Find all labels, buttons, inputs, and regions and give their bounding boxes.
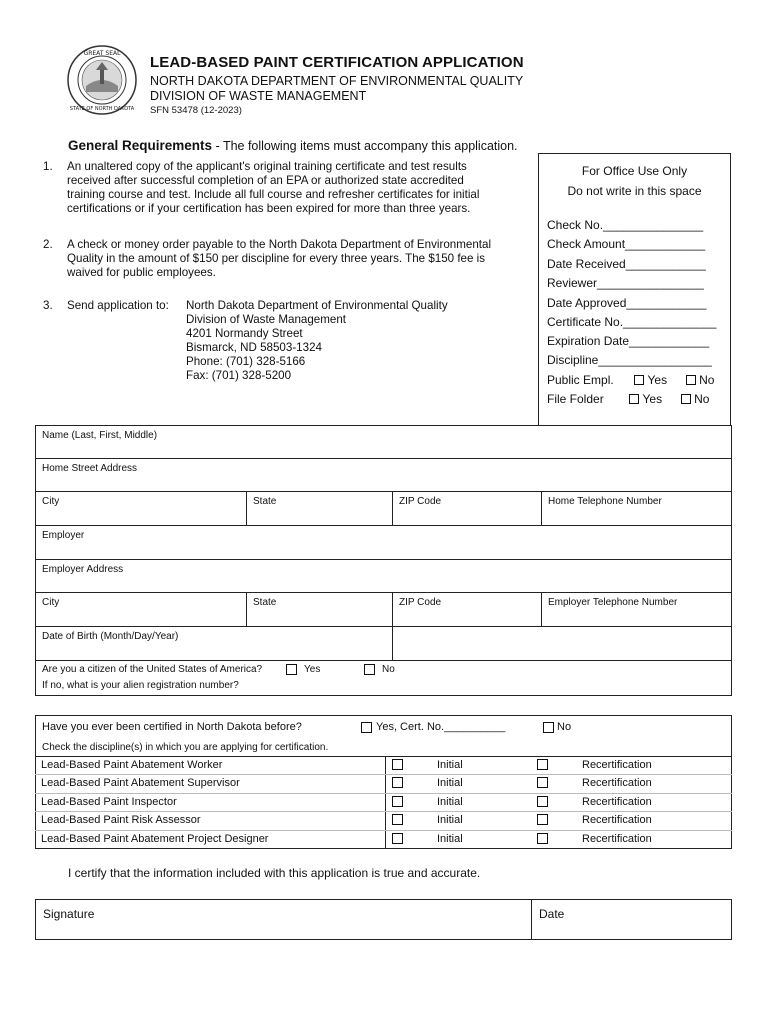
discipline-label: Lead-Based Paint Abatement Project Designer	[41, 833, 269, 845]
recert-label: Recertification	[582, 777, 652, 789]
project-designer-recert-checkbox[interactable]	[537, 833, 548, 844]
zip-label: ZIP Code	[399, 496, 442, 507]
state-label: State	[253, 496, 277, 507]
office-use-heading: For Office Use Only Do not write in this space	[567, 164, 702, 198]
mailing-address: North Dakota Department of Environmental Quality Division of Waste Management 4201 Normandy Street Bismarck, ND 58503-1324 Phone: (701) 328-5166 Fax: (701) 328-5200	[186, 299, 448, 382]
inspector-recert-checkbox[interactable]	[537, 796, 548, 807]
svg-text:GREAT SEAL: GREAT SEAL	[83, 50, 121, 57]
city-label: City	[42, 496, 60, 507]
signature-field[interactable]	[35, 899, 532, 940]
applicant-info-grid	[35, 425, 732, 705]
date-label: Date	[539, 907, 565, 921]
public-employee-label: Public Empl.	[547, 373, 614, 387]
office-use-box	[538, 153, 731, 425]
employer-address-label: Employer Address	[42, 564, 124, 575]
project-designer-initial-checkbox[interactable]	[392, 833, 403, 844]
certificate-no-field: Certificate No.______________	[547, 315, 717, 329]
state-seal-logo	[66, 44, 138, 116]
supervisor-recert-checkbox[interactable]	[537, 777, 548, 788]
date-approved-field: Date Approved____________	[547, 296, 707, 310]
form-title: LEAD-BASED PAINT CERTIFICATION APPLICATION	[150, 54, 524, 71]
svg-text:STATE OF NORTH DAKOTA: STATE OF NORTH DAKOTA	[69, 106, 135, 112]
name-label: Name (Last, First, Middle)	[42, 430, 158, 441]
discipline-label: Lead-Based Paint Inspector	[41, 796, 177, 808]
discipline-label: Lead-Based Paint Risk Assessor	[41, 814, 201, 826]
no-label: No	[382, 664, 395, 675]
date-of-birth-extra	[392, 626, 732, 661]
public-employee-row	[547, 373, 714, 387]
worker-recert-checkbox[interactable]	[537, 759, 548, 770]
date-received-field: Date Received____________	[547, 257, 706, 271]
discipline-table	[35, 756, 732, 849]
public-employee-no-checkbox[interactable]	[686, 375, 696, 385]
initial-label: Initial	[437, 777, 463, 789]
reviewer-field: Reviewer________________	[547, 276, 704, 290]
employer-state-field[interactable]	[246, 592, 393, 627]
home-phone-label: Home Telephone Number	[548, 496, 662, 507]
form-number: SFN 53478 (12-2023)	[150, 105, 242, 116]
send-to-label: Send application to:	[67, 299, 169, 312]
date-of-birth-field[interactable]	[35, 626, 393, 661]
employer-label: Employer	[42, 530, 85, 541]
certify-statement: I certify that the information included with this application is true and accurate.	[68, 866, 481, 880]
supervisor-initial-checkbox[interactable]	[392, 777, 403, 788]
employer-phone-label: Employer Telephone Number	[548, 597, 678, 608]
check-amount-field: Check Amount____________	[547, 237, 706, 251]
item-number: 1.	[43, 160, 53, 173]
certified-no-checkbox[interactable]	[543, 722, 554, 733]
home-phone-field[interactable]	[541, 491, 732, 526]
requirement-1: An unaltered copy of the applicant's original training certificate and test results received after successful completion of an EPA or authorized state accredited training course and test. Include all full course and refresher certificates for initial certifications or if your certification has been expired for more than three years.	[67, 160, 480, 215]
expiration-date-field: Expiration Date____________	[547, 334, 710, 348]
citizen-no-checkbox[interactable]	[364, 664, 375, 675]
risk-assessor-initial-checkbox[interactable]	[392, 814, 403, 825]
initial-label: Initial	[437, 833, 463, 845]
discipline-label: Lead-Based Paint Abatement Supervisor	[41, 777, 240, 789]
signature-label: Signature	[43, 907, 95, 921]
no-label: No	[694, 392, 710, 406]
dob-label: Date of Birth (Month/Day/Year)	[42, 631, 179, 642]
initial-label: Initial	[437, 796, 463, 808]
employer-address-field[interactable]	[35, 559, 732, 593]
home-address-label: Home Street Address	[42, 463, 138, 474]
city-label: City	[42, 597, 60, 608]
worker-initial-checkbox[interactable]	[392, 759, 403, 770]
home-address-field[interactable]	[35, 458, 732, 492]
file-folder-label: File Folder	[547, 392, 604, 406]
file-folder-no-checkbox[interactable]	[681, 394, 691, 404]
certified-question: Have you ever been certified in North Dakota before?	[42, 721, 302, 733]
risk-assessor-recert-checkbox[interactable]	[537, 814, 548, 825]
department-name: NORTH DAKOTA DEPARTMENT OF ENVIRONMENTAL QUALITY	[150, 74, 524, 88]
general-requirements-heading: General Requirements - The following items must accompany this application.	[68, 138, 518, 153]
check-no-field: Check No._______________	[547, 218, 704, 232]
recert-label: Recertification	[582, 833, 652, 845]
employer-zip-field[interactable]	[392, 592, 542, 627]
recert-label: Recertification	[582, 796, 652, 808]
discipline-field: Discipline_________________	[547, 353, 712, 367]
no-label: No	[557, 721, 572, 733]
employer-field[interactable]	[35, 525, 732, 560]
name-field[interactable]	[35, 425, 732, 459]
citizen-question: Are you a citizen of the United States of America?	[42, 664, 263, 675]
home-zip-field[interactable]	[392, 491, 542, 526]
alien-registration-question: If no, what is your alien registration number?	[42, 680, 239, 691]
yes-cert-label: Yes, Cert. No.__________	[376, 721, 506, 733]
item-number: 2.	[43, 238, 53, 251]
no-label: No	[699, 373, 715, 387]
discipline-label: Lead-Based Paint Abatement Worker	[41, 759, 223, 771]
public-employee-yes-checkbox[interactable]	[634, 375, 644, 385]
citizen-yes-checkbox[interactable]	[286, 664, 297, 675]
initial-label: Initial	[437, 814, 463, 826]
yes-label: Yes	[642, 392, 663, 406]
date-field[interactable]	[531, 899, 732, 940]
recert-label: Recertification	[582, 759, 652, 771]
inspector-initial-checkbox[interactable]	[392, 796, 403, 807]
zip-label: ZIP Code	[399, 597, 442, 608]
division-name: DIVISION OF WASTE MANAGEMENT	[150, 89, 367, 103]
initial-label: Initial	[437, 759, 463, 771]
certified-yes-checkbox[interactable]	[361, 722, 372, 733]
home-state-field[interactable]	[246, 491, 393, 526]
item-number: 3.	[43, 299, 53, 312]
state-label: State	[253, 597, 277, 608]
yes-label: Yes	[647, 373, 668, 387]
employer-city-field[interactable]	[35, 592, 247, 627]
check-discipline-instruction: Check the discipline(s) in which you are applying for certification.	[42, 742, 329, 753]
file-folder-row	[547, 392, 709, 406]
home-city-field[interactable]	[35, 491, 247, 526]
employer-phone-field[interactable]	[541, 592, 732, 627]
recert-label: Recertification	[582, 814, 652, 826]
citizenship-row	[35, 660, 732, 696]
requirement-2: A check or money order payable to the North Dakota Department of Environmental Quality in the amount of $150 per discipline for every three years. The $150 fee is waived for public employees.	[67, 238, 492, 279]
yes-label: Yes	[304, 664, 321, 675]
file-folder-yes-checkbox[interactable]	[629, 394, 639, 404]
